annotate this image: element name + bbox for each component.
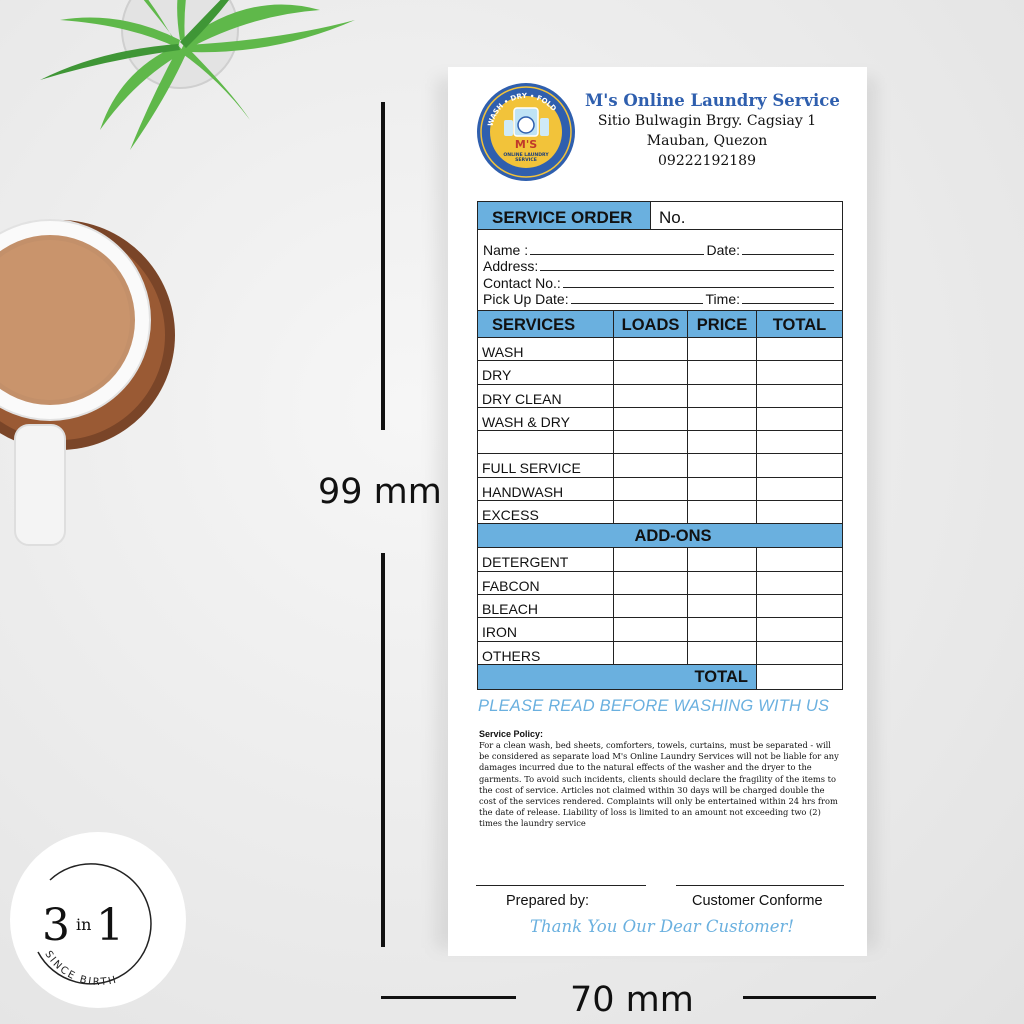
time-field[interactable] — [742, 303, 834, 304]
business-address-line2: Mauban, Quezon — [646, 133, 768, 149]
badge-number: 3 — [42, 900, 70, 951]
pickup-label: Pick Up Date: — [483, 291, 569, 307]
name-label: Name : — [483, 241, 529, 258]
total-cell[interactable] — [757, 478, 842, 500]
addon-label: DETERGENT — [478, 548, 614, 570]
total-cell[interactable] — [757, 618, 842, 640]
order-number-field[interactable]: No. — [659, 208, 686, 227]
price-cell[interactable] — [688, 572, 757, 594]
customer-conforme-label: Customer Conforme — [692, 893, 823, 909]
customer-info-section — [478, 230, 842, 311]
price-cell[interactable] — [688, 478, 757, 500]
contact-field[interactable] — [563, 287, 834, 288]
service-label: HANDWASH — [478, 478, 614, 500]
price-cell[interactable] — [688, 501, 757, 523]
addon-row — [478, 618, 842, 641]
grand-total-label: TOTAL — [478, 665, 757, 689]
col-total: TOTAL — [772, 316, 827, 334]
total-cell[interactable] — [757, 501, 842, 523]
laundry-logo — [476, 82, 576, 182]
total-cell[interactable] — [757, 361, 842, 383]
time-label: Time: — [705, 291, 740, 307]
price-cell[interactable] — [688, 595, 757, 617]
services-header-row — [478, 311, 842, 338]
brand-badge — [10, 832, 186, 1008]
policy-heading: Service Policy: — [479, 729, 544, 739]
badge-graphic — [10, 832, 186, 1008]
addons-header: ADD-ONS — [478, 524, 842, 548]
svg-text:SINCE BIRTH — [42, 949, 119, 988]
total-cell[interactable] — [757, 572, 842, 594]
service-row — [478, 361, 842, 384]
contact-label: Contact No.: — [483, 274, 561, 291]
price-cell[interactable] — [688, 642, 757, 664]
addon-label: OTHERS — [478, 642, 614, 664]
price-cell[interactable] — [688, 361, 757, 383]
addon-label: IRON — [478, 618, 614, 640]
prepared-by-label: Prepared by: — [506, 893, 590, 909]
badge-small: in — [76, 915, 92, 934]
width-dimension-line — [743, 996, 876, 999]
loads-cell[interactable] — [614, 361, 688, 383]
loads-cell[interactable] — [614, 618, 688, 640]
service-row — [478, 431, 842, 454]
total-cell[interactable] — [757, 595, 842, 617]
service-row — [478, 385, 842, 408]
business-phone: 09222192189 — [658, 153, 756, 169]
grand-total-field[interactable] — [757, 665, 842, 689]
policy-text: For a clean wash, bed sheets, comforters, towels, curtains, must be separated - will be considered as separate load M's Online Laundry Services will not be liable for any damages incurred due to the natural effects of the washer and the dryer to the garments. To avoid such incidents, clients should declare the fragility of the items to the cost of service. Articles not claimed within 30 days will be charged double the cost of the services rendered. Complaints will only be entertained within 24 hrs from the date of release. Liability of loss is limited to an amount not exceeding two (2) times the laundry service — [479, 740, 839, 829]
pickup-field[interactable] — [571, 303, 703, 304]
service-label[interactable] — [478, 431, 614, 453]
logo-sub1: ONLINE LAUNDRY — [503, 153, 549, 158]
business-name: M's Online Laundry Service — [585, 91, 840, 110]
date-label: Date: — [706, 241, 740, 258]
addon-row — [478, 572, 842, 595]
service-row — [478, 454, 842, 477]
notice-heading: PLEASE READ BEFORE WASHING WITH US — [478, 697, 830, 715]
total-cell[interactable] — [757, 454, 842, 476]
logo-sub2: SERVICE — [515, 158, 537, 163]
loads-cell[interactable] — [614, 338, 688, 360]
loads-cell[interactable] — [614, 642, 688, 664]
total-cell[interactable] — [757, 408, 842, 430]
business-address-line1: Sitio Bulwagin Brgy. Cagsiay 1 — [597, 113, 817, 129]
logo-initials: M'S — [514, 138, 538, 151]
loads-cell[interactable] — [614, 454, 688, 476]
width-dimension-line — [381, 996, 516, 999]
service-row — [478, 478, 842, 501]
service-row — [478, 408, 842, 431]
col-services: SERVICES — [478, 311, 614, 337]
badge-number-2: 1 — [96, 900, 124, 951]
col-loads: LOADS — [614, 311, 688, 337]
loads-cell[interactable] — [614, 548, 688, 570]
addon-row — [478, 548, 842, 571]
loads-cell[interactable] — [614, 572, 688, 594]
loads-cell[interactable] — [614, 408, 688, 430]
thank-you-message: Thank You Our Dear Customer! — [530, 917, 795, 936]
service-label: EXCESS — [478, 501, 614, 523]
name-field[interactable] — [530, 254, 703, 255]
price-cell[interactable] — [688, 408, 757, 430]
plant-decoration — [20, 0, 360, 170]
addon-row — [478, 595, 842, 618]
loads-cell[interactable] — [614, 431, 688, 453]
coffee-cup-decoration — [0, 195, 180, 555]
grand-total-row — [478, 665, 842, 689]
badge-ring-text: SINCE BIRTH — [42, 949, 119, 989]
loads-cell[interactable] — [614, 478, 688, 500]
conforme-signature-line[interactable] — [676, 885, 844, 886]
name-date-line — [483, 240, 837, 257]
total-cell[interactable] — [757, 548, 842, 570]
address-line — [483, 257, 837, 274]
addon-label: BLEACH — [478, 595, 614, 617]
addon-row — [478, 642, 842, 665]
service-order-form — [477, 201, 843, 690]
service-row — [478, 338, 842, 361]
price-cell[interactable] — [688, 338, 757, 360]
loads-cell[interactable] — [614, 501, 688, 523]
total-cell[interactable] — [757, 431, 842, 453]
total-cell[interactable] — [757, 642, 842, 664]
address-field[interactable] — [540, 270, 834, 271]
prepared-signature-line[interactable] — [476, 885, 646, 886]
height-dimension-line — [381, 102, 385, 430]
price-cell[interactable] — [688, 431, 757, 453]
loads-cell[interactable] — [614, 595, 688, 617]
address-label: Address: — [483, 258, 539, 274]
addon-label: FABCON — [478, 572, 614, 594]
service-row — [478, 501, 842, 524]
height-dimension-line — [381, 553, 385, 947]
price-cell[interactable] — [688, 618, 757, 640]
form-title-row — [478, 202, 842, 230]
price-cell[interactable] — [688, 454, 757, 476]
loads-cell[interactable] — [614, 385, 688, 407]
service-label: DRY — [478, 361, 614, 383]
service-label: FULL SERVICE — [478, 454, 614, 476]
pickup-line — [483, 290, 837, 307]
service-order-slip — [448, 67, 867, 956]
height-dimension-label: 99 mm — [318, 472, 442, 512]
price-cell[interactable] — [688, 385, 757, 407]
contact-line — [483, 273, 837, 290]
form-title: SERVICE ORDER — [478, 202, 651, 229]
date-field[interactable] — [742, 254, 834, 255]
total-cell[interactable] — [757, 338, 842, 360]
service-label: WASH & DRY — [478, 408, 614, 430]
col-price: PRICE — [688, 311, 757, 337]
price-cell[interactable] — [688, 548, 757, 570]
service-label: DRY CLEAN — [478, 385, 614, 407]
logo-arc-text: WASH • DRY • FOLD — [486, 91, 558, 128]
total-cell[interactable] — [757, 385, 842, 407]
service-label: WASH — [478, 338, 614, 360]
width-dimension-label: 70 mm — [570, 980, 694, 1020]
